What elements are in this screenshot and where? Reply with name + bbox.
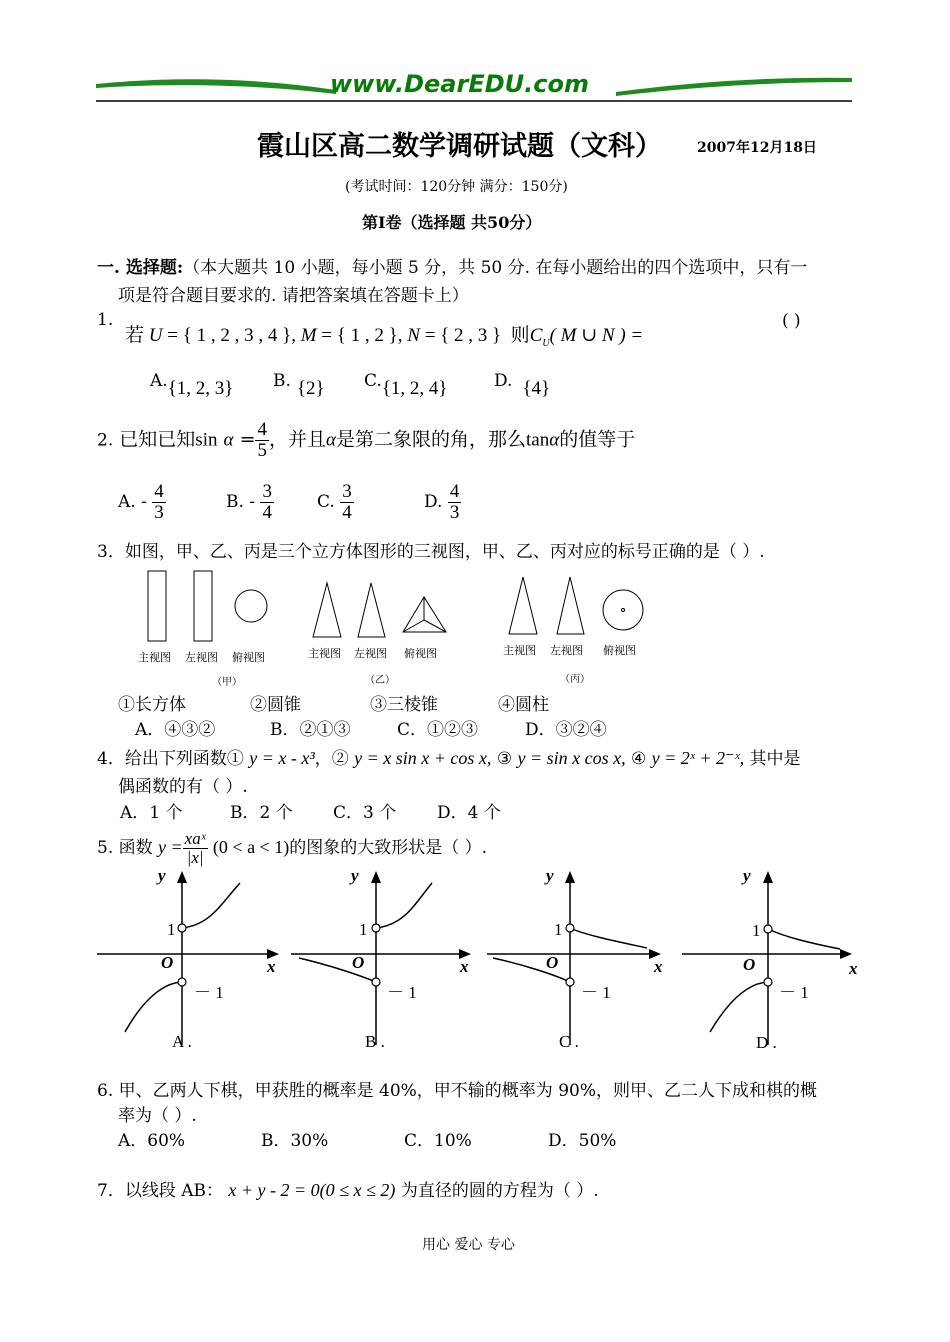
graph-d-upper-curve — [768, 929, 840, 949]
q1-set-n: N — [407, 325, 420, 346]
q4-stem-a: 4．给出下列函数① — [97, 749, 244, 769]
graph-d-lower-curve — [710, 982, 768, 1032]
q2-opt-d-top: 4 — [449, 481, 460, 502]
q5-c-origin: O — [546, 953, 559, 972]
q2-equals: = — [239, 428, 256, 451]
q5-a-origin: O — [161, 953, 174, 972]
q2-option-d — [424, 482, 461, 523]
q5-b-xlabel: x — [460, 957, 469, 976]
q3-bing-top-label: 俯视图 — [603, 644, 636, 657]
q2-sin: sin — [195, 429, 218, 451]
q5-graph-c — [485, 865, 675, 1055]
instructions-line1 — [97, 253, 807, 278]
bing-side-view-triangle — [557, 577, 584, 634]
graph-c-upper-curve — [570, 928, 647, 948]
q5-b-minus-one: － 1 — [387, 983, 417, 1002]
yi-side-view-triangle — [358, 583, 385, 637]
q1-option-d — [494, 370, 551, 399]
q5-b-origin: O — [352, 953, 365, 972]
q1-opt-c-val: {1, 2, 4} — [381, 378, 448, 399]
q6-option-c: C．10% — [404, 1131, 472, 1151]
q5-d-label: D . — [756, 1033, 777, 1052]
q1-opt-b-val: {2} — [296, 378, 325, 399]
q3-yi-name: （乙） — [365, 675, 395, 686]
q2-opt-c-bot: 4 — [342, 501, 352, 523]
graph-b-lower-curve — [299, 958, 376, 982]
q4-sep-4: ④ — [631, 749, 647, 769]
page-title: 霞山区高二数学调研试题（文科） — [257, 131, 662, 162]
q4-option-a: A．1 个 — [120, 803, 183, 823]
q2-alpha3: α — [549, 429, 560, 451]
q2-opt-a-label: A. — [118, 491, 136, 512]
q1-stem: 若 U = { 1 , 2 , 3 , 4 }, M = { 1 , 2 }, N = { 2 , 3 } 则$C_U$( M ∪ N ) = — [125, 325, 644, 349]
q4-stem-line2: 偶函数的有（ ）. — [118, 777, 248, 797]
q5-frac-bottom: |x| — [186, 847, 204, 867]
q5-d-origin: O — [743, 955, 756, 974]
q1-set-m: M — [300, 325, 317, 346]
graph-c-lower-curve — [493, 958, 570, 982]
q2-opt-b-label: B. — [226, 491, 244, 512]
q2-alpha2: α — [326, 429, 336, 451]
q3-bing-main-label: 主视图 — [503, 644, 536, 657]
q2-opt-a-bot: 3 — [154, 501, 164, 523]
q2-frac-top: 4 — [257, 419, 267, 440]
q2-tan: tan — [526, 429, 550, 451]
q5-y: y = — [158, 836, 183, 857]
q7-formula: x + y - 2 = 0(0 ≤ x ≤ 2) — [228, 1180, 396, 1200]
q4-func-3: y = sin x cos x, — [517, 748, 626, 768]
q5-a-ylabel: y — [158, 866, 166, 885]
q5-d-ylabel: y — [743, 866, 751, 885]
q5-c-minus-one: － 1 — [581, 983, 611, 1002]
instructions-label: 一. 选择题: — [97, 258, 184, 278]
q5-c-ylabel: y — [546, 866, 554, 885]
q1-complement: C — [529, 325, 543, 346]
banner-logo-text: www.DearEDU.com — [330, 70, 589, 98]
q1-set-u: U — [148, 325, 163, 346]
q4-func-1: y = x - x³ — [249, 748, 315, 768]
q2-text2: 是第二象限的角，那么 — [335, 428, 526, 451]
q1-complement-sub: U — [542, 337, 550, 349]
q5-d-one: 1 — [752, 921, 761, 940]
q5-fraction — [183, 830, 208, 867]
q2-opt-d-bot: 3 — [449, 501, 460, 523]
q3-yi-left-label: 左视图 — [354, 647, 387, 660]
q2-prefix: 已知已知 — [119, 428, 196, 451]
q6-option-b: B．30% — [261, 1131, 329, 1151]
jia-top-view-circle — [235, 590, 267, 622]
q2-opt-c-top: 3 — [342, 481, 352, 502]
q1-set-m-val: = { 1 , 2 } — [321, 325, 398, 346]
q2-opt-c-label: C. — [317, 491, 335, 512]
q3-shape-3: ③三棱锥 — [370, 695, 438, 715]
q5-a-one: 1 — [167, 920, 176, 939]
q2-opt-b-bot: 4 — [262, 501, 272, 523]
q7-prefix: 7．以线段 AB： — [97, 1181, 223, 1201]
q5-condition: (0 < a < 1) — [212, 836, 290, 857]
q1-option-b — [273, 370, 325, 399]
q5-frac-top: xaˣ — [184, 829, 206, 848]
q5-c-xlabel: x — [654, 957, 663, 976]
q3-option-c: C．①②③ — [397, 720, 479, 740]
jia-side-view-rect — [194, 571, 212, 641]
q5-a-minus-one: － 1 — [194, 983, 224, 1002]
section-title: 第Ⅰ卷（选择题 共50分） — [362, 213, 542, 232]
q1-complement-expr: ( M ∪ N ) = — [549, 325, 644, 346]
q5-a-xlabel: x — [267, 957, 276, 976]
instructions-text1: （本大题共 10 小题，每小题 5 分，共 50 分. 在每小题给出的四个选项中，只有一 — [183, 258, 808, 278]
q4-option-b: B．2 个 — [230, 803, 293, 823]
q2-opt-b-sign: - — [249, 491, 256, 512]
q3-jia-left-label: 左视图 — [185, 651, 218, 664]
q5-graph-d — [680, 865, 870, 1055]
q6-stem-line1: 6. 甲、乙两人下棋，甲获胜的概率是 40%，甲不输的概率为 90%，则甲、乙二人下成和棋的概 — [97, 1081, 817, 1101]
q1-then: 则 — [510, 325, 530, 346]
q2-option-c — [317, 482, 354, 523]
q2-alpha: α — [223, 429, 234, 451]
q2-opt-b-frac — [260, 482, 274, 523]
graph-b-upper-curve — [376, 883, 432, 928]
q1-if: 若 — [125, 325, 145, 346]
q3-stem: 3．如图，甲、乙、丙是三个立方体图形的三视图，甲、乙、丙对应的标号正确的是（ ）. — [97, 542, 765, 562]
q3-yi-top-label: 俯视图 — [404, 647, 437, 660]
banner-right-swoosh — [616, 78, 852, 96]
q1-opt-d-val: {4} — [522, 378, 551, 399]
q3-bing-left-label: 左视图 — [550, 644, 583, 657]
q3-shape-2: ②圆锥 — [250, 695, 301, 715]
q5-tail: 的图象的大致形状是（ ）. — [289, 837, 488, 858]
q4-sep-3: ③ — [496, 749, 513, 769]
q4-stem-b: 其中是 — [749, 749, 801, 769]
exam-info: (考试时间：120分钟 满分：150分) — [345, 179, 568, 195]
q5-b-one: 1 — [359, 920, 368, 939]
q2-fraction — [255, 420, 269, 461]
q2-opt-c-frac — [340, 482, 354, 523]
q5-graph-a — [95, 865, 285, 1055]
q2-frac-bottom: 5 — [257, 439, 267, 461]
q6-stem-line2: 率为（ ）. — [118, 1106, 197, 1126]
q2-text3: 的值等于 — [559, 428, 636, 451]
graph-a-upper-curve — [182, 883, 240, 928]
page-footer: 用心 爱心 专心 — [422, 1237, 515, 1253]
q5-stem — [97, 830, 487, 867]
q2-opt-d-label: D. — [424, 491, 443, 512]
q4-option-d: D．4 个 — [437, 803, 501, 823]
q3-yi-main-label: 主视图 — [308, 647, 341, 660]
q2-option-a — [118, 482, 166, 523]
q5-d-xlabel: x — [849, 959, 858, 978]
q2-opt-b-top: 3 — [262, 481, 272, 502]
q7-tail: 为直径的圆的方程为（ ）. — [400, 1181, 599, 1201]
q2-middle: ，并且 — [268, 428, 326, 451]
q3-jia-name: （甲） — [212, 677, 242, 688]
q2-stem — [97, 420, 635, 461]
q6-option-d: D．50% — [548, 1131, 617, 1151]
q4-stem-line1 — [97, 744, 801, 769]
q5-graph-b — [289, 865, 479, 1055]
yi-front-view-triangle — [313, 583, 341, 637]
q4-func-4: y = 2ˣ + 2⁻ˣ, — [651, 748, 745, 768]
q7-stem — [97, 1176, 599, 1201]
q5-d-minus-one: － 1 — [779, 983, 809, 1002]
q1-opt-a-val: {1, 2, 3} — [167, 378, 234, 399]
q4-func-2: y = x sin x + cos x, — [354, 748, 492, 768]
q3-jia-top-label: 俯视图 — [232, 651, 265, 664]
q1-opt-a-label: A. — [150, 371, 168, 391]
bing-front-view-triangle — [509, 577, 537, 634]
instructions-line2: 项是符合题目要求的. 请把答案填在答题卡上） — [118, 286, 469, 306]
q3-shape-1: ①长方体 — [118, 695, 186, 715]
q1-set-u-val: = { 1 , 2 , 3 , 4 } — [167, 325, 292, 346]
q5-b-ylabel: y — [351, 866, 359, 885]
q5-c-label: C . — [559, 1032, 579, 1051]
q5-number: 5. 函数 — [97, 837, 153, 858]
jia-front-view-rect — [148, 571, 166, 641]
q3-shape-4: ④圆柱 — [498, 695, 549, 715]
q3-bing-name: （丙） — [560, 674, 590, 685]
bing-top-view-circle — [603, 590, 643, 630]
graph-a-lower-curve — [125, 982, 182, 1032]
banner-left-swoosh — [96, 79, 336, 94]
q2-opt-a-top: 4 — [154, 481, 164, 502]
q1-opt-b-label: B. — [273, 371, 291, 391]
q5-b-label: B . — [365, 1032, 385, 1051]
q1-answer-paren: ( ) — [782, 311, 801, 331]
q4-sep-2: ，② — [314, 749, 349, 769]
q3-option-d: D．③②④ — [525, 720, 607, 740]
q1-opt-c-label: C. — [364, 371, 382, 391]
q1-set-n-val: = { 2 , 3 } — [424, 325, 502, 346]
q3-option-b: B．②①③ — [270, 720, 351, 740]
q1-number: 1. — [97, 310, 114, 330]
q3-option-a: A．④③② — [135, 720, 216, 740]
q1-opt-d-label: D. — [494, 371, 513, 391]
q5-c-one: 1 — [554, 920, 563, 939]
q3-jia-main-label: 主视图 — [138, 651, 171, 664]
q2-number: 2. — [97, 430, 114, 451]
q2-option-b — [226, 482, 274, 523]
exam-date: 2007年12月18日 — [697, 140, 817, 156]
q6-option-a: A．60% — [118, 1131, 186, 1151]
q2-opt-d-frac — [448, 482, 462, 523]
q1-option-c — [364, 370, 448, 399]
q2-opt-a-sign: - — [141, 491, 147, 512]
q2-opt-a-frac — [152, 482, 166, 523]
q5-a-label: A . — [172, 1032, 192, 1051]
q1-option-a — [150, 370, 234, 399]
q4-option-c: C．3 个 — [333, 803, 397, 823]
